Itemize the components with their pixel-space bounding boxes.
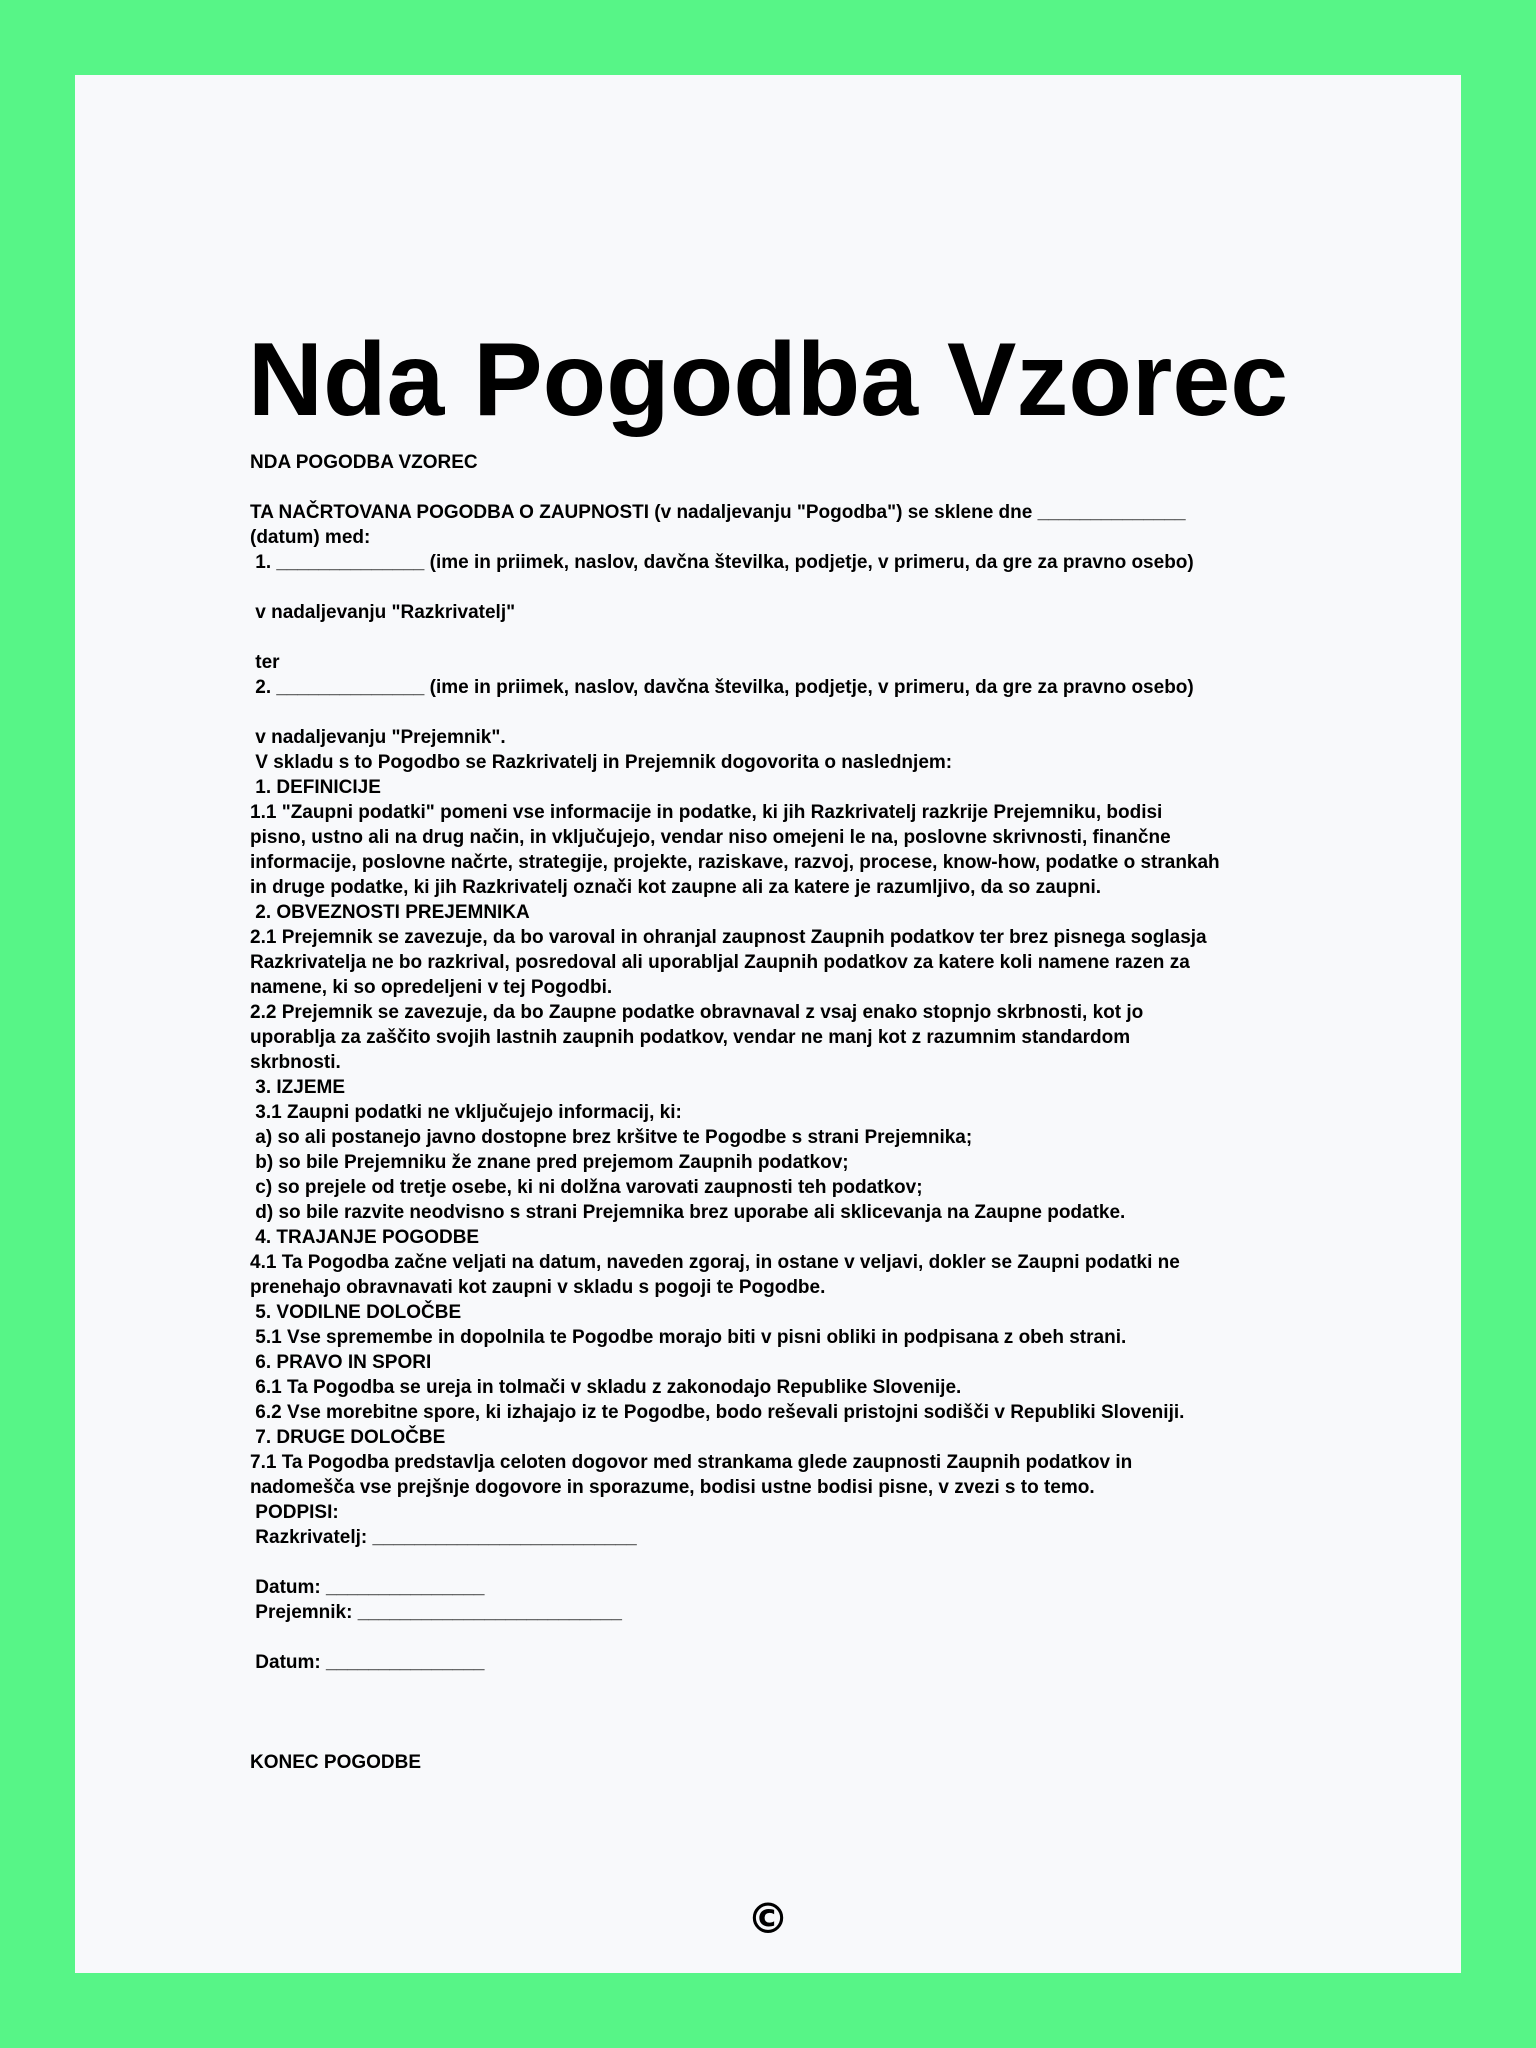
page-title: Nda Pogodba Vzorec (247, 322, 1289, 438)
document-page (75, 75, 1461, 1973)
copyright-icon: © (747, 1894, 789, 1943)
document-body-text: NDA POGODBA VZOREC TA NAČRTOVANA POGODBA O ZAUPNOSTI (v nadaljevanju "Pogodba") se sklene dne ______________ (datum) med: 1. ______________ (ime in priimek, naslov, davčna številka, podjetje, v primeru, da gre za pravno osebo) v nadaljevanju "Razkrivatelj" ter 2. ______________ (ime in priimek, naslov, davčna številka, podjetje, v primeru, da gre za pravno osebo) v nadaljevanju "Prejemnik". V skladu s to Pogodbo se Razkrivatelj in Prejemnik dogovorita o naslednjem: 1. DEFINICIJE 1.1 "Zaupni podatki" pomeni vse informacije in podatke, ki jih Razkrivatelj razkrije Prejemniku, bodisi pisno, ustno ali na drug način, in vključujejo, vendar niso omejeni le na, poslovne skrivnosti, finančne informacije, poslovne načrte, strategije, projekte, raziskave, razvoj, procese, know-how, podatke o strankah in druge podatke, ki jih Razkrivatelj označi kot zaupne ali za katere je razumljivo, da so zaupni. 2. OBVEZNOSTI PREJEMNIKA 2.1 Prejemnik se zavezuje, da bo varoval in ohranjal zaupnost Zaupnih podatkov ter brez pisnega soglasja Razkrivatelja ne bo razkrival, posredoval ali uporabljal Zaupnih podatkov za katere koli namene razen za namene, ki so opredeljeni v tej Pogodbi. 2.2 Prejemnik se zavezuje, da bo Zaupne podatke obravnaval z vsaj enako stopnjo skrbnosti, kot jo uporablja za zaščito svojih lastnih zaupnih podatkov, vendar ne manj kot z razumnim standardom skrbnosti. 3. IZJEME 3.1 Zaupni podatki ne vključujejo informacij, ki: a) so ali postanejo javno dostopne brez kršitve te Pogodbe s strani Prejemnika; b) so bile Prejemniku že znane pred prejemom Zaupnih podatkov; c) so prejele od tretje osebe, ki ni dolžna varovati zaupnosti teh podatkov; d) so bile razvite neodvisno s strani Prejemnika brez uporabe ali sklicevanja na Zaupne podatke. 4. TRAJANJE POGODBE 4.1 Ta Pogodba začne veljati na datum, naveden zgoraj, in ostane v veljavi, dokler se Zaupni podatki ne prenehajo obravnavati kot zaupni v skladu s pogoji te Pogodbe. 5. VODILNE DOLOČBE 5.1 Vse spremembe in dopolnila te Pogodbe morajo biti v pisni obliki in podpisana z obeh strani. 6. PRAVO IN SPORI 6.1 Ta Pogodba se ureja in tolmači v skladu z zakonodajo Republike Slovenije. 6.2 Vse morebitne spore, ki izhajajo iz te Pogodbe, bodo reševali pristojni sodišči v Republiki Sloveniji. 7. DRUGE DOLOČBE 7.1 Ta Pogodba predstavlja celoten dogovor med strankama glede zaupnosti Zaupnih podatkov in nadomešča vse prejšnje dogovore in sporazume, bodisi ustne bodisi pisne, v zvezi s to temo. PODPISI: Razkrivatelj: _________________________ Datum: _______________ Prejemnik: _________________________ Datum: _______________ KONEC POGODBE (250, 452, 1220, 1773)
